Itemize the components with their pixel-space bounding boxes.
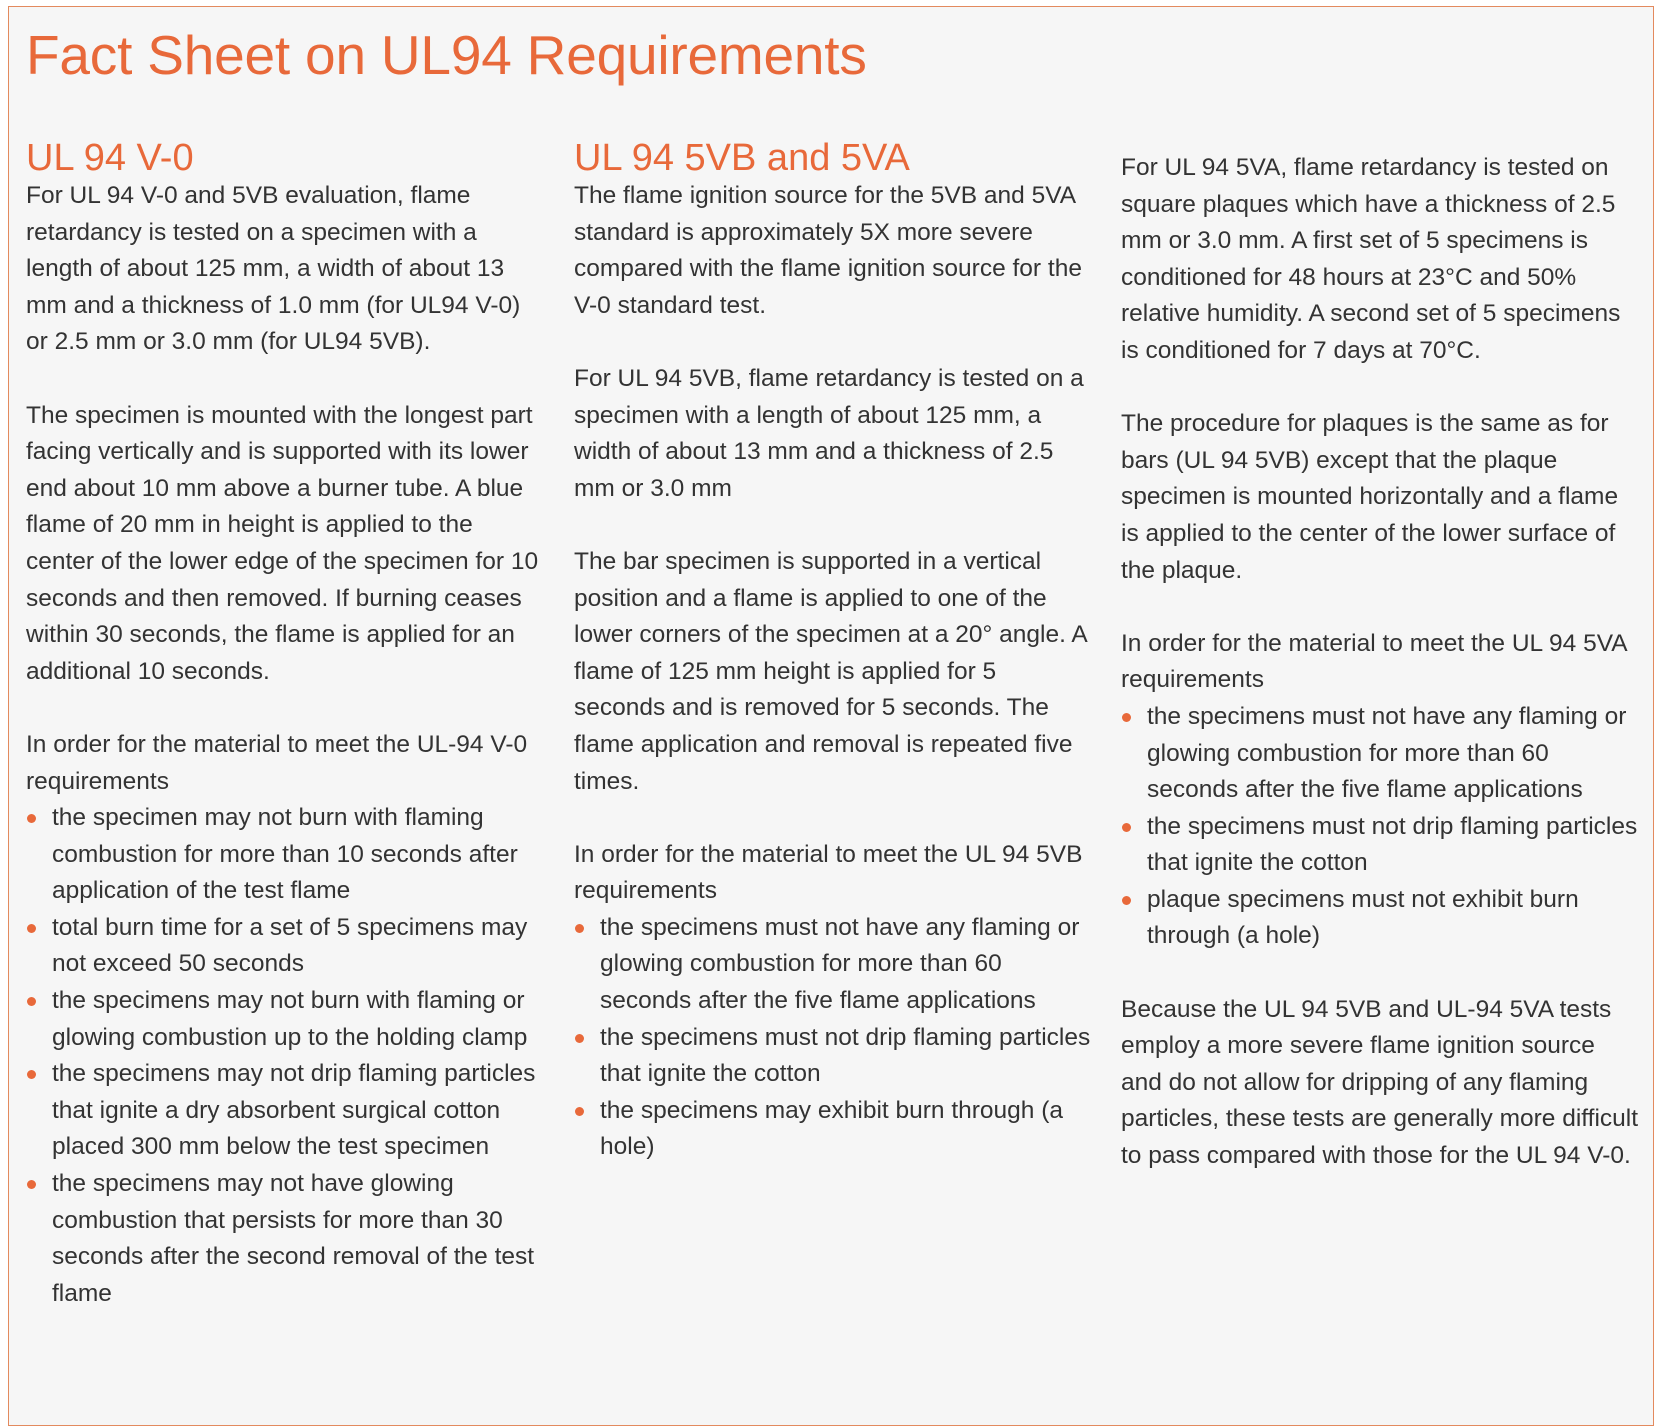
5vb-paragraph-3: The bar specimen is supported in a vertical position and a flame is applied to one of the lower corners of the specimen at a 20° angle. A flame of 125 mm height is applied for 5 seconds and is removed for 5 seconds. The flame application and removal is repeated five times. xyxy=(574,547,1087,795)
list-item xyxy=(26,1166,546,1312)
list-item xyxy=(26,910,546,983)
column-5vb xyxy=(574,135,1094,1203)
v0-paragraph-2: The specimen is mounted with the longest part facing vertically and is supported with its lower end about 10 mm above a burner tube. A blue flame of 20 mm in height is applied to the center of the lower edge of the specimen for 10 seconds and then removed. If burning ceases within 30 seconds, the flame is applied for an additional 10 seconds. xyxy=(26,401,539,685)
list-item-text: the specimens may not burn with flaming or glowing combustion up to the holding clamp xyxy=(52,987,528,1051)
fact-sheet xyxy=(8,6,1654,1426)
list-item-text: the specimens may not have glowing combustion that persists for more than 30 seconds after the second removal of the test flame xyxy=(52,1170,535,1307)
5va-paragraph-3: Because the UL 94 5VB and UL-94 5VA tests employ a more severe flame ignition source and do not allow for dripping of any flaming particles, these tests are generally more difficult to pass compared with those for the UL 94 V-0. xyxy=(1121,995,1639,1170)
5va-requirements-title: In order for the material to meet the UL 94 5VA requirements xyxy=(1121,629,1627,694)
list-item xyxy=(1121,809,1641,882)
section-heading-v0: UL 94 V-0 xyxy=(26,137,194,179)
page-title: Fact Sheet on UL94 Requirements xyxy=(26,24,867,86)
list-item xyxy=(574,910,1094,1020)
5vb-paragraph-1: The flame ignition source for the 5VB and 5VA standard is approximately 5X more severe compared with the flame ignition source for the V-0 standard test. xyxy=(574,182,1082,319)
5va-paragraph-2: The procedure for plaques is the same as for bars (UL 94 5VB) except that the plaque specimen is mounted horizontally and a flame is applied to the center of the lower surface of the plaque. xyxy=(1121,410,1619,584)
list-item xyxy=(1121,882,1641,955)
bullet-dot-icon xyxy=(1122,896,1131,905)
list-item-text: the specimens may not drip flaming particles that ignite a dry absorbent surgical cotton placed 300 mm below the test specimen xyxy=(52,1060,536,1161)
bullet-dot-icon xyxy=(1122,823,1131,832)
5vb-requirements-title: In order for the material to meet the UL 94 5VB requirements xyxy=(574,840,1083,905)
list-item-text: the specimens may exhibit burn through (a hole) xyxy=(600,1096,1064,1161)
bullet-dot-icon xyxy=(575,1107,584,1116)
v0-requirements-title: In order for the material to meet the UL-94 V-0 requirements xyxy=(26,730,528,795)
bullet-dot-icon xyxy=(27,997,36,1006)
list-item-text: the specimens must not have any flaming or glowing combustion for more than 60 seconds after the five flame applications xyxy=(1147,702,1627,804)
list-item-text: the specimens must not drip flaming particles that ignite the cotton xyxy=(600,1023,1091,1088)
v0-paragraph-1: For UL 94 V-0 and 5VB evaluation, flame retardancy is tested on a specimen with a length of about 125 mm, a width of about 13 mm and a thickness of 1.0 mm (for UL94 V-0) or 2.5 mm or 3.0 mm (for UL94 5VB). xyxy=(26,182,521,356)
bullet-dot-icon xyxy=(27,924,36,933)
list-item xyxy=(26,983,546,1056)
5va-paragraph-1: For UL 94 5VA, flame retardancy is tested on square plaques which have a thickness of 2.5 mm or 3.0 mm. A first set of 5 specimens is conditioned for 48 hours at 23°C and 50% relative humidity. A second set of 5 specimens is conditioned for 7 days at 70°C. xyxy=(1121,154,1621,364)
bullet-dot-icon xyxy=(575,1034,584,1043)
column-v0 xyxy=(26,135,546,1349)
column-5va xyxy=(1121,150,1641,1211)
5vb-paragraph-2: For UL 94 5VB, flame retardancy is tested on a specimen with a length of about 125 mm, a width of about 13 mm and a thickness of 2.5 mm or 3.0 mm xyxy=(574,364,1084,502)
list-item-text: total burn time for a set of 5 specimens may not exceed 50 seconds xyxy=(52,913,528,978)
list-item xyxy=(574,1020,1094,1093)
bullet-dot-icon xyxy=(27,1070,36,1079)
list-item xyxy=(26,800,546,910)
list-item xyxy=(26,1056,546,1166)
section-heading-5vb-5va: UL 94 5VB and 5VA xyxy=(574,137,910,179)
bullet-dot-icon xyxy=(27,814,36,823)
list-item-text: the specimens must not drip flaming particles that ignite the cotton xyxy=(1147,812,1638,877)
list-item-text: the specimens must not have any flaming or glowing combustion for more than 60 seconds after the five flame applications xyxy=(600,913,1080,1015)
list-item xyxy=(574,1093,1094,1166)
5va-requirements-list xyxy=(1121,699,1641,955)
list-item-text: plaque specimens must not exhibit burn through (a hole) xyxy=(1147,885,1579,950)
bullet-dot-icon xyxy=(575,924,584,933)
list-item-text: the specimen may not burn with flaming combustion for more than 10 seconds after application of the test flame xyxy=(52,804,518,905)
v0-requirements-list xyxy=(26,800,546,1312)
list-item xyxy=(1121,699,1641,809)
bullet-dot-icon xyxy=(1122,713,1131,722)
5vb-requirements-list xyxy=(574,910,1094,1166)
bullet-dot-icon xyxy=(27,1180,36,1189)
